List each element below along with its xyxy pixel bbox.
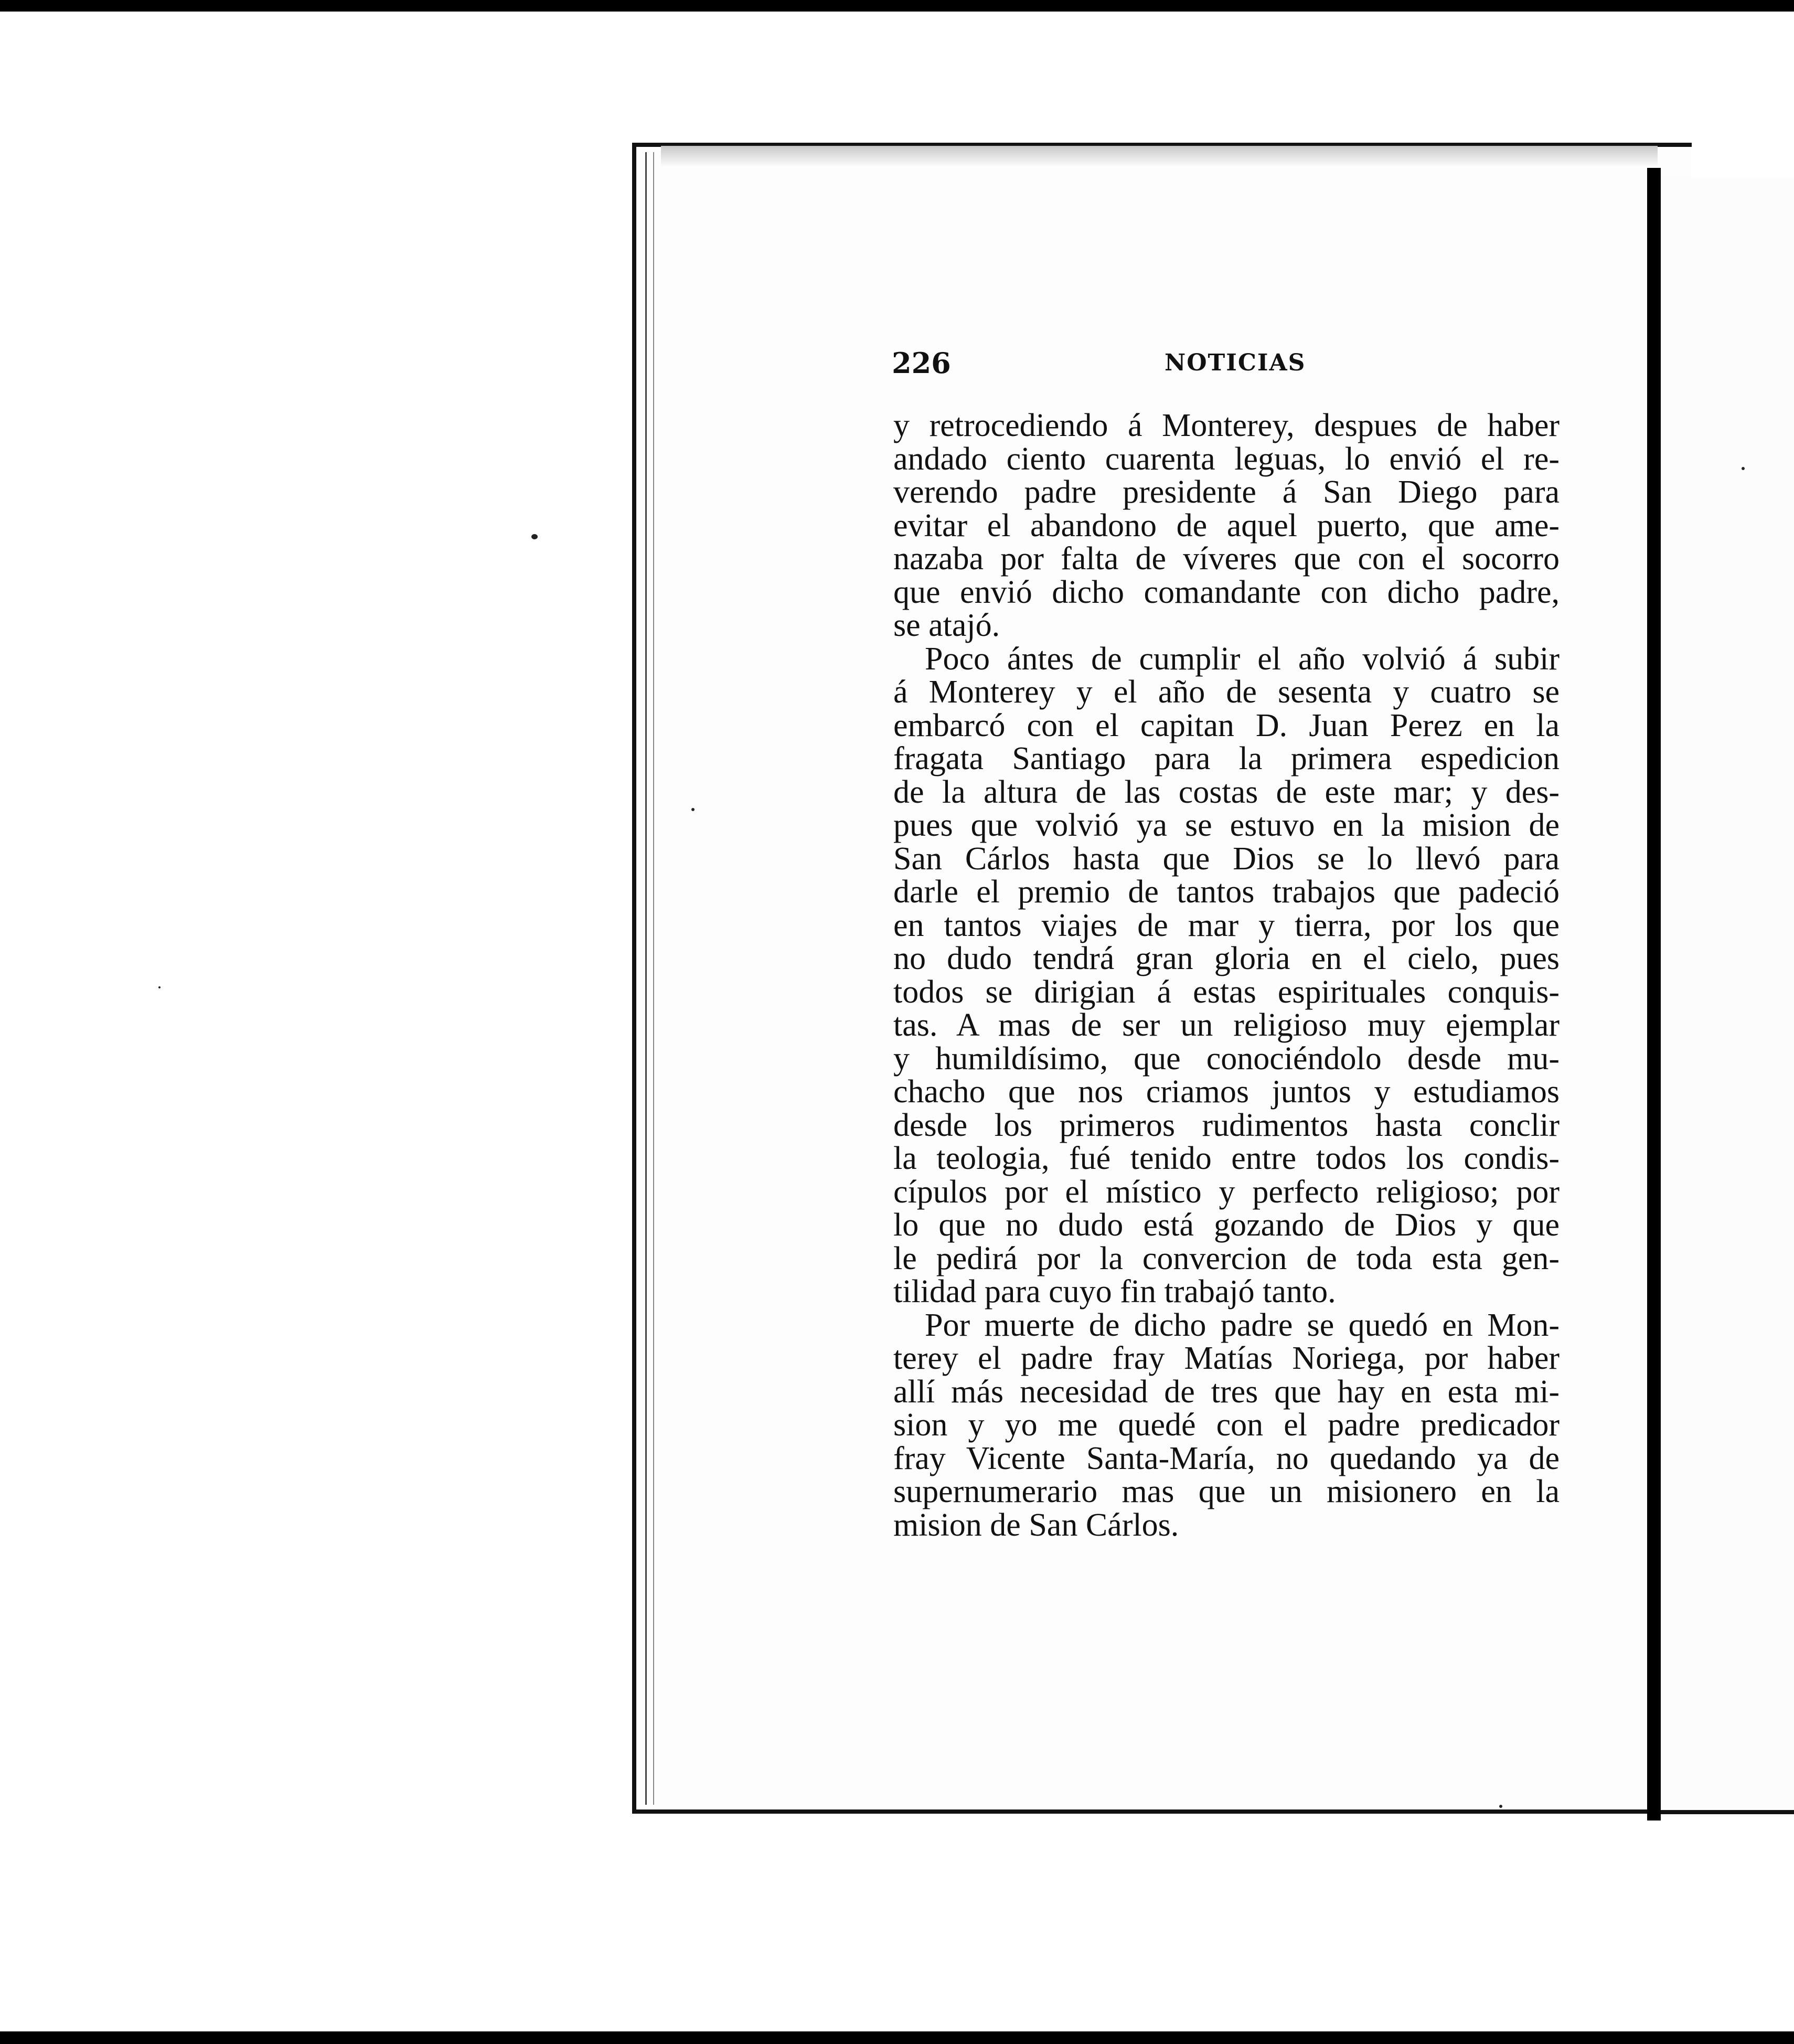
text-line: tas. A mas de ser un religioso muy ejemplar	[893, 1007, 1560, 1043]
text-line: Por muerte de dicho padre se quedó en Mon-	[925, 1307, 1560, 1343]
text-line: supernumerario mas que un misionero en la	[893, 1474, 1560, 1509]
text-line: de la altura de las costas de este mar; y des-	[893, 774, 1560, 810]
text-line: que envió dicho comandante con dicho padre,	[893, 574, 1560, 610]
text-line: pues que volvió ya se estuvo en la mision de	[893, 807, 1560, 843]
book-gutter	[1647, 168, 1661, 1821]
page-top-shadow	[661, 146, 1658, 167]
text-line: nazaba por falta de víveres que con el socorro	[893, 541, 1560, 577]
text-line: fray Vicente Santa-María, no quedando ya de	[893, 1440, 1560, 1476]
text-line: le pedirá por la convercion de toda esta gen-	[893, 1240, 1560, 1276]
text-line: lo que no dudo está gozando de Dios y que	[893, 1207, 1560, 1243]
text-line: San Cárlos hasta que Dios se lo llevó para	[893, 840, 1560, 877]
running-title: NOTICIAS	[1165, 349, 1306, 376]
text-line: á Monterey y el año de sesenta y cuatro se	[893, 674, 1560, 710]
paragraph-1	[893, 409, 1560, 643]
film-border-top	[0, 0, 1794, 12]
page-number: 226	[892, 346, 951, 380]
text-line: y retrocediendo á Monterey, despues de haber	[893, 408, 1560, 443]
text-line: terey el padre fray Matías Noriega, por haber	[893, 1340, 1560, 1376]
text-line: se atajó.	[893, 608, 1000, 643]
text-line: sion y yo me quedé con el padre predicador	[893, 1407, 1560, 1443]
text-line: verendo padre presidente á San Diego para	[893, 474, 1560, 510]
text-line: evitar el abandono de aquel puerto, que ame-	[893, 507, 1560, 544]
text-line: todos se dirigian á estas espirituales conquis-	[893, 974, 1560, 1010]
body-text	[893, 409, 1560, 1542]
text-line: tilidad para cuyo fin trabajó tanto.	[893, 1274, 1336, 1310]
text-line: fragata Santiago para la primera espedicion	[893, 741, 1560, 776]
text-line: desde los primeros rudimentos hasta conclir	[893, 1107, 1560, 1143]
running-head	[892, 346, 1306, 383]
text-line: en tantos viajes de mar y tierra, por los que	[893, 907, 1560, 943]
paragraph-2	[893, 643, 1560, 1309]
text-line: embarcó con el capitan D. Juan Perez en la	[893, 707, 1560, 743]
text-line: no dudo tendrá gran gloria en el cielo, pues	[893, 941, 1560, 976]
text-line: mision de San Cárlos.	[893, 1507, 1179, 1543]
text-line: Poco ántes de cumplir el año volvió á subir	[925, 641, 1560, 677]
text-line: y humildísimo, que conociéndolo desde mu-	[893, 1040, 1560, 1077]
text-line: andado ciento cuarenta leguas, lo envió el re-	[893, 441, 1560, 477]
text-line: la teologia, fué tenido entre todos los condis-	[893, 1141, 1560, 1176]
text-line: chacho que nos criamos juntos y estudiamos	[893, 1074, 1560, 1110]
text-line: allí más necesidad de tres que hay en esta mi-	[893, 1374, 1560, 1410]
film-border-bottom	[0, 2031, 1794, 2044]
page-fore-edge	[645, 152, 654, 1805]
text-line: darle el premio de tantos trabajos que padeció	[893, 874, 1560, 910]
facing-page-edge	[1661, 178, 1794, 1814]
paragraph-3	[893, 1309, 1560, 1542]
text-line: cípulos por el místico y perfecto religioso; por	[893, 1174, 1560, 1210]
